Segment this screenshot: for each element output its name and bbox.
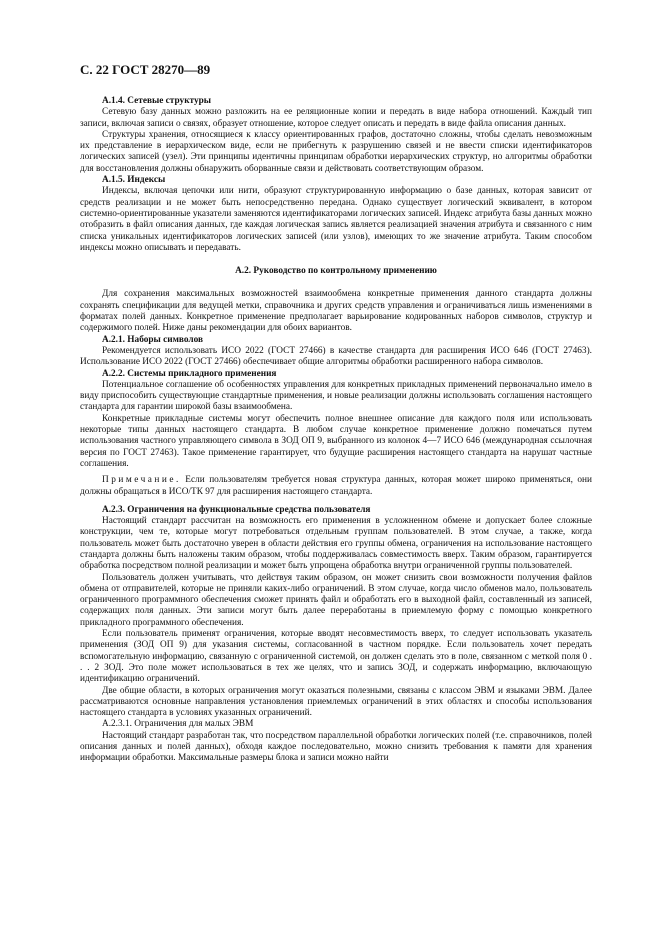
paragraph: Настоящий стандарт рассчитан на возможность его применения в усложненном обмене и допускает более сложные конструкции, чем те, которые могут потребоваться отдельным группам пользователей. В этом случае, а также, когда пользователь может быть достаточно уверен в области действия его группы обмена, ограничения на использование настоящего стандарта должны быть наложены таким образом, чтобы поддерживалась совместимость вверх. Таким образом, гарантируется обработка посредством полной реализации и может быть упрощена обработка внутри ограниченной группы пользователей. [80,516,592,572]
paragraph: Пользователь должен учитывать, что действуя таким образом, он может снизить свои возможности получения файлов обмена от отправителей, которые не приняли каких-либо ограничений. В этом случае, когда число обменов мало, пользователь ограниченного программного обеспечения сможет принять файл и обработать его в выходной файл, составленный из записей, содержащих поля данных. Эти записи могут быть далее переработаны в приемлемую форму с помощью конкретного прикладного программного обеспечения. [80,572,592,628]
section-heading-a-2-3: А.2.3. Ограничения на функциональные средства пользователя [102,504,371,515]
section-heading-a-2-2: А.2.2. Системы прикладного применения [102,368,277,379]
paragraph: Две общие области, в которых ограничения могут оказаться полезными, связаны с классом ЭВМ и языками ЭВМ. Далее рассматриваются основные направления установления приемлемых ограничений в этих областях и способы использования настоящего стандарта в условиях указанных ограничений. [80,685,592,719]
note-paragraph [80,475,592,498]
paragraph: Конкретные прикладные системы могут обеспечить полное внешнее описание для каждого поля или использовать некоторые типы данных настоящего стандарта. В любом случае конкретное применение должно помечаться путем использования частного управляющего символа в ЗОД ОП 9, выбранного из колонок 4—7 ИСО 646 (международная ссылочная версия по ГОСТ 27463). Такое применение гарантирует, что будущие расширения настоящего стандарта на нарушат частные соглашения. [80,413,592,469]
paragraph: Если пользователь применят ограничения, которые вводят несовместимость вверх, то следует использовать указатель применения (ЗОД ОП 9) для указания системы, согласованной в частном порядке. Если пользователь хочет передать вспомогательную информацию, связанную с ограниченной системой, он должен сделать это в поле, связанном с меткой поля 0 . . . 2 ЗОД. Это поле может использоваться в тех же целях, что и запись ЗОД, и содержать информацию, включающую идентификацию ограничений. [80,629,592,685]
section-heading-a-2: А.2. Руководство по контрольному применению [235,266,437,277]
paragraph: Для сохранения максимальных возможностей взаимообмена конкретные применения данного стандарта должны сохранять спецификации для ведущей метки, справочника и других средств управления и ограничиваться лишь изменениями в форматах полей данных. Конкретное применение предполагает варьирование кодированных наборов символов, структур и содержимого полей. Ниже даны рекомендации для обоих вариантов. [80,289,592,334]
document-body [80,96,592,765]
note-text: Если пользователям требуется новая структура данных, которая может широко применяться, они должны обращаться в ИСО/ТК 97 для расширения настоящего стандарта. [80,475,592,497]
section-heading-a-2-3-1: А.2.3.1. Ограничения для малых ЭВМ [102,719,254,730]
paragraph: Структуры хранения, относящиеся к классу ориентированных графов, достаточно сложны, чтобы сделать невозможным их представление в иерархическом виде, если не прибегнуть к разрушению связей и не ввести списки идентификаторов логических записей (узел). Эти принципы идентичны принципам обработки иерархических структур, но алгоритмы обработки для восстановления должны обнаружить оборванные связи и действовать соответствующим образом. [80,129,592,174]
section-heading-a-2-1: А.2.1. Наборы символов [102,334,204,345]
note-label: Примечание. [102,475,181,486]
section-heading-a-1-5: А.1.5. Индексы [102,175,166,186]
paragraph: Настоящий стандарт разработан так, что посредством параллельной обработки логических полей (т.е. справочников, полей описания данных и полей данных), обходя каждое последовательно, можно снизить требования к памяти для хранения информации обработки. Максимальные размеры блока и записи можно найти [80,730,592,764]
paragraph: Рекомендуется использовать ИСО 2022 (ГОСТ 27466) в качестве стандарта для расширения ИСО 646 (ГОСТ 27463). Использование ИСО 2022 (ГОСТ 27466) обеспечивает общие алгоритмы обработки расширенного набора символов. [80,345,592,368]
page-header: С. 22 ГОСТ 28270—89 [80,62,211,77]
section-heading-a-1-4: А.1.4. Сетевые структуры [102,96,212,106]
paragraph: Потенциальное соглашение об особенностях управления для конкретных прикладных применений первоначально имело в виду приспособить существующие стандартные применения, и новые реализации должны использовать соглашения настоящего стандарта для гарантии широкой базы взаимообмена. [80,379,592,413]
paragraph: Сетевую базу данных можно разложить на ее реляционные копии и передать в виде набора отношений. Каждый тип записи, включая записи о связях, образует отношение, которое следует описать и передать в виде файла описания данных. [80,107,592,129]
paragraph: Индексы, включая цепочки или нити, образуют структурированную информацию о базе данных, которая зависит от средств реализации и не может быть непосредственно передана. Однако существует логический эквивалент, в котором системно-ориентированные указатели заменяются идентификаторами логических записей. Индекс атрибута базы данных можно отобразить в файл описания данных, где каждая логическая запись является реализацией значения атрибута и связанного с ним списка уникальных идентификаторов логических записей (или узлов), имеющих то же значение атрибута. Таким способом индексы можно описывать и передавать. [80,186,592,253]
